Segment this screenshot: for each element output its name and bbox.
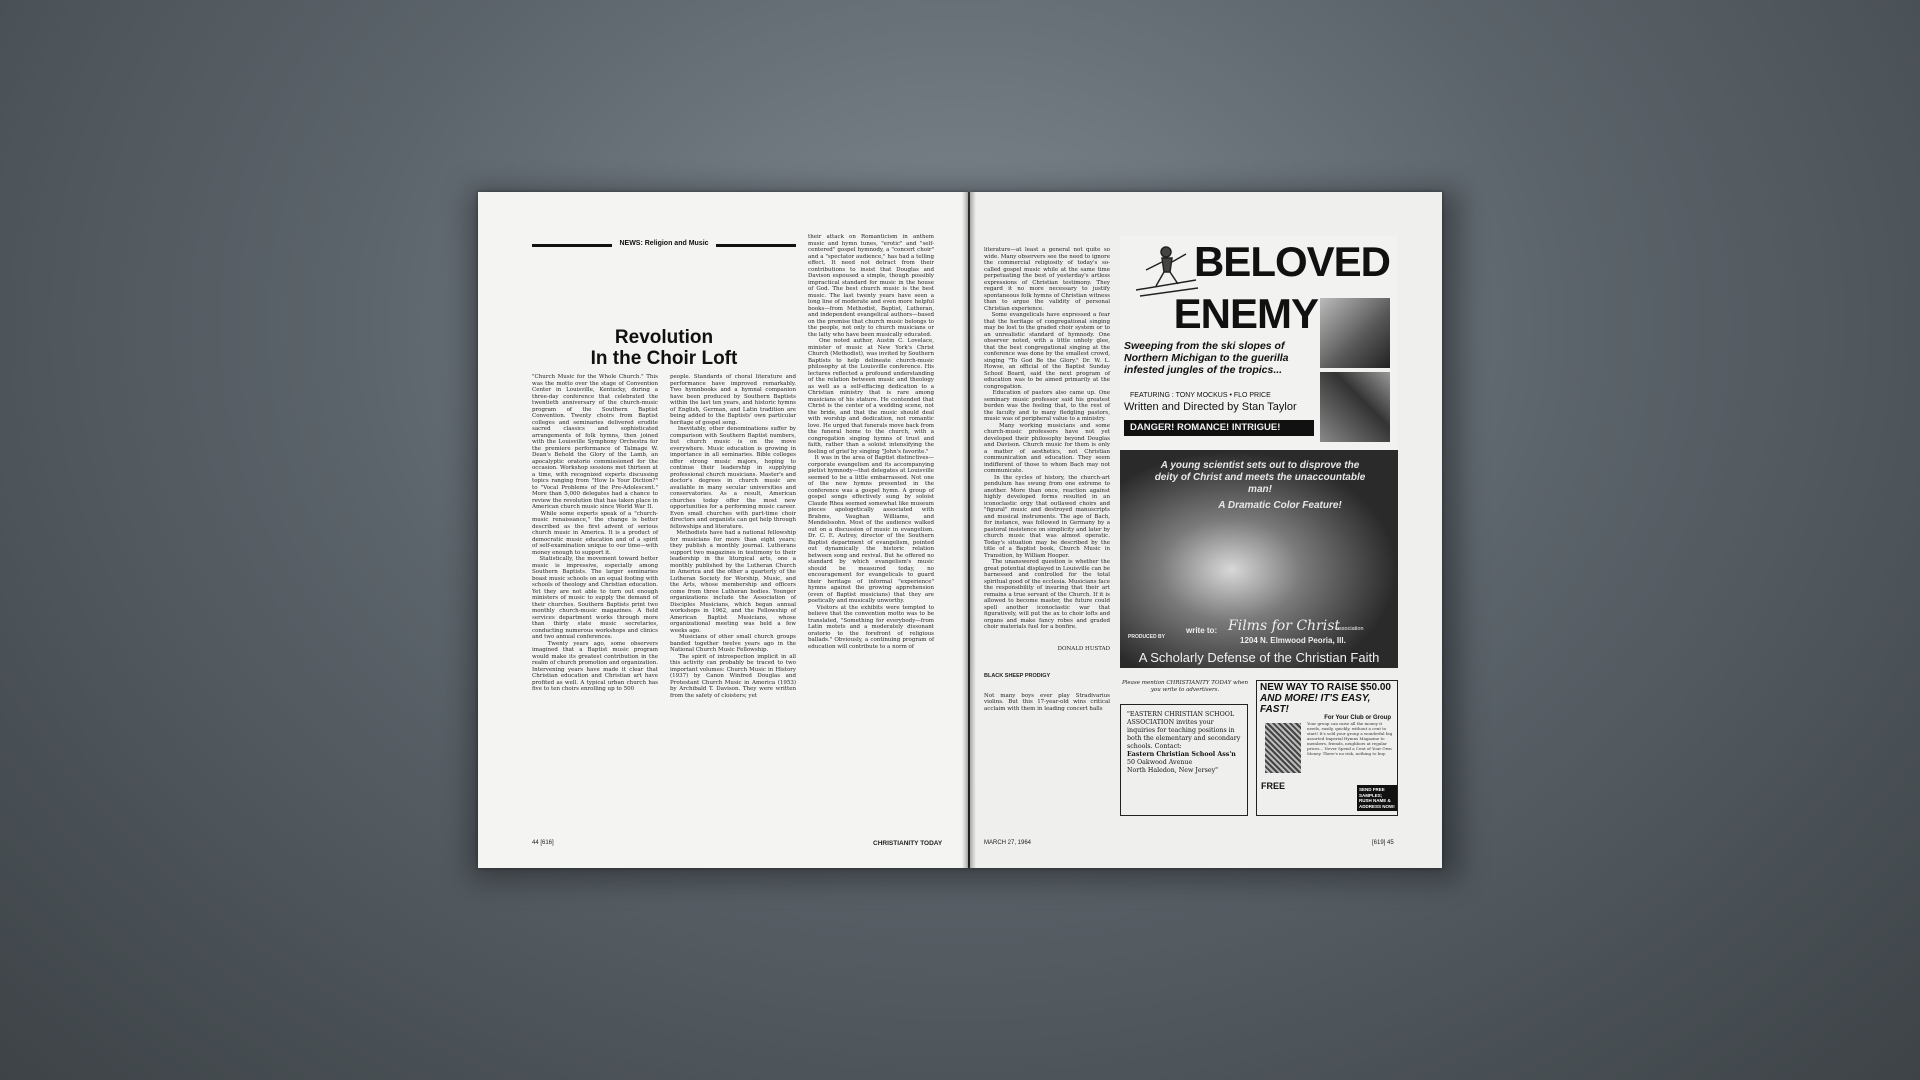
advertiser-mention: Please mention CHRISTIANITY TODAY when you write to advertisers.: [1121, 680, 1249, 693]
ad-photo-couple: [1320, 298, 1390, 368]
title-line-1: Revolution: [614, 327, 714, 348]
raise-send-box: SEND FREE SAMPLES; RUSH NAME & ADDRESS NOW!: [1357, 785, 1397, 811]
page-number-left: 44 [616]: [532, 840, 554, 846]
raise-subhead: For Your Club or Group: [1324, 715, 1391, 721]
ad-tagline: Sweeping from the ski slopes of Northern Michigan to the guerilla infested jungles of the tropics...: [1124, 340, 1289, 376]
raise-product-image: [1265, 723, 1301, 773]
ad-director: Written and Directed by Stan Taylor: [1124, 401, 1297, 413]
ad-headline-enemy: ENEMY: [1173, 290, 1318, 337]
eca-name: Eastern Christian School Ass'n: [1127, 751, 1236, 758]
article-column-1: "Church Music for the Whole Church." This was the motto over the stage of Convention Center in Louisville, Kentucky, during a three-day conference that celebrated the twentieth anniversary of the church-music program of the Southern Baptist Convention. Twenty choirs from Baptist colleges and seminaries delivered erudite sacred classics and sophisticated arrangements of folk hymns, then joined with the Louisville Symphony Orchestra for the premiere performance of Talmage W. Dean's Behold the Glory of the Lamb, an apocalyptic oratorio commissioned for the occasion. Workshop sessions met thirteen at a time, with recognized experts discussing topics ranging from "How Is Your Diction?" to "Vocal Problems of the Pre-Adolescent." More than 5,000 delegates had a chance to review the revolution that has taken place in American church music since World War II. While some experts speak of a "church-music renaissance," the change is better described as the first advent of serious church music in America. It is a product of democratic music education and of a spirit of self-examination unique to our time—with money enough to support it. Statistically, the movement toward better music is impressive, especially among Southern Baptists. The larger seminaries boast music schools on an equal footing with schools of theology and Christian education. Yet they are not able to turn out enough ministers of music to supply the demand of their churches. Southern Baptists print two monthly church-music magazines. A field services department works through more than thirty state music secretaries, conducting numerous workshops and clinics and two annual conferences. Twenty years ago, some observers imagined that a Baptist music program would make its greatest contribution in the realm of church promotion and organization. Intervening years have made it clear that Christian education and Christian art have profited as well. A typical urban church has five to ten choirs enrolling up to 500: [532, 374, 659, 692]
raise-headline-2: AND MORE! IT'S EASY, FAST!: [1260, 693, 1371, 715]
ad-headline-beloved: BELOVED: [1193, 238, 1390, 285]
section-label: NEWS: Religion and Music: [619, 240, 709, 247]
ad-featuring: FEATURING : TONY MOCKUS • FLO PRICE: [1130, 392, 1271, 399]
eca-city: North Haledon, New Jersey": [1127, 767, 1219, 774]
eastern-christian-ad: [1120, 704, 1248, 816]
left-page: [478, 192, 968, 868]
fundraising-ad: [1256, 680, 1398, 816]
ad-films-for-christ: Films for Christ: [1228, 618, 1341, 634]
article-column-2: people. Standards of choral literature and performance have improved remarkably. Two hymnbooks and a hymnal companion have been produced by Southern Baptists within the last ten years, and historic hymns of English, German, and Latin tradition are being added to the Baptists' own particular heritage of gospel song. Inevitably, other denominations suffer by comparison with Southern Baptist numbers, but church music is on the move everywhere. Music education is growing in importance in all seminaries. Bible colleges offer strong music majors, hoping to continue their leadership in supplying professional church musicians. Master's and doctor's degrees in church music are available in many secular universities and conservatories. As a result, American churches today offer the most new opportunities for a performing music career. Even small churches with part-time choir directors and organists can get help through fellowships and literature. Methodists have had a national fellowship for musicians for more than eight years; they publish a monthly journal. Lutherans support two magazines in testimony to their leadership in the liturgical arts, one a monthly published by the Lutheran Church in America and the other a quarterly of the Lutheran Society for Worship, Music, and the Arts, whose membership and officers come from three Lutheran bodies. Younger organizations include the Association of Disciples Musicians, which began annual workshops in 1962, and the Fellowship of American Baptist Musicians, whose organizational meeting was held a few weeks ago. Musicians of other small church groups banded together twelve years ago in the National Church Music Fellowship. The spirit of introspection implicit in all this activity can probably be traced to two important volumes: Church Music in History (1937) by Canon Winfred Douglas and Protestant Church Music in America (1953) by Archibald T. Davison. They were written from the safety of cloisters; yet: [670, 374, 797, 699]
ad-produced-by: PRODUCED BY: [1128, 634, 1165, 640]
right-page: [970, 192, 1442, 868]
raise-fine-print: Your group can raise all the money it needs, easily, quickly, without a cent to start! It's sold your group a wonderful big assorted Imperial Hymns Magazine to members, friends, neighbors at regular prices... Never Spend a Cent of Your Own Money. There's no risk, nothing to buy.: [1307, 721, 1393, 756]
section-header: [532, 240, 796, 252]
magazine-gutter: [962, 192, 976, 868]
title-line-2: In the Choir Loft: [590, 348, 738, 369]
ad-photo-scene: [1320, 372, 1390, 442]
header-rule-left: [532, 244, 612, 247]
article-column-3: their attack on Romanticism in anthem music and hymn tunes, "erotic" and "self-centered" gospel hymnody, a "concert choir" and a "spectator audience," has had a telling effect. It need not detract from their contributions to insist that Douglas and Davison espoused a simple, though possibly impractical standard for music in the house of God. The best church music is the best music. The last twenty years have seen a long line of moderate and even more helpful books—from Methodist, Baptist, Lutheran, and independent evangelical authors—based on the premise that church music belongs to the people, not only to church musicians or the laity who have been musically educated. One noted author, Austin C. Lovelace, minister of music at New York's Christ Church (Methodist), was invited by Southern Baptists to help delineate church-music philosophy at the Louisville conference. His lectures reflected a profound understanding of the relation between music and theology as well as a self-effacing dedication to a Christian ministry that is rare among musicians of his stature. He contended that Christ is the center of a wedding scene, not the bride, and that the music should deal with worship and dedication, not romantic love. He urged that funerals move back from the funeral home to the church, with a congregation singing hymns of trust and faith, rather than a soloist intensifying the feeling of grief by singing "John's favorite." It was in the area of Baptist distinctives—corporate evangelism and its accompanying pietist hymnody—that delegates at Louisville seemed to be a little embarrassed. Not one of the new hymns presented in the conference was a gospel hymn. A group of gospel songs effectively sung by soloist Claude Rhea seemed somewhat like museum pieces apologetically associated with Brahms, Vaughan Williams, and Mendelssohn. Most of the audience walked out on a discussion of music in evangelism. Dr. C. E. Autrey, director of the Southern Baptist department of evangelism, pointed out dynamically the historic relation between song and revival. But he offered no standard by which evangelism's music should be measured today, no encouragement for evangelicals to guard their heritage of informal "experience" hymns against the growing apprehension (even of Baptist musicians) that they are poetically and musically unworthy. Visitors at the exhibits were tempted to believe that the convention motto was to be translated, "Something for everybody—from Latin motets and a moderately dissonant oratorio to the forefront of religious ballads." Obviously, a continuing program of education will contribute to a norm of: [808, 234, 935, 650]
ad-address: 1204 N. Elmwood Peoria, Ill.: [1240, 636, 1346, 645]
film-advertisement: [1120, 236, 1398, 668]
article-title: [532, 327, 796, 369]
ad-danger-banner: DANGER! ROMANCE! INTRIGUE!: [1124, 420, 1314, 436]
column-4-text: literature—at least a general not quite so wide. Many observers see the need to ignore the commercial religiosity of today's so-called gospel music while at the same time perpetuating the best of yesterday's artless expressions of Christian testimony. They regard it no more necessary to justify spontaneous folk hymns of Christian witness than to argue the validity of personal Christian experience. Some evangelicals have expressed a fear that the heritage of congregational singing may be lost to the graded choir system or to an unrealistic standard of hymnody. One observer noted, with a little unholy glee, that the best congregational singing at the conference was done by the smallest crowd, singing "To God Be the Glory." Dr. W. L. Howse, an official of the Baptist Sunday School Board, said the next program of education was to be aimed primarily at the congregation. Education of pastors also came up. One seminary music professor said his greatest burden was the feeling that, to the rest of the faculty and to many fledgling pastors, music was of peripheral value to a ministry. Many working musicians and some church-music professors have not yet developed their philosophy beyond Douglas and Davison. Church music for them is only a matter of aesthetics, not Christian communication and education. They seem indifferent of those to whom Bach may not communicate. In the cycles of history, the church-art pendulum has swung from one extreme to another. More than once, reaction against highly developed forms resulted in an iconoclastic orgy that outlawed choirs and "figural" music and destroyed manuscripts and musical instruments. The age of Bach, for instance, was followed in Germany by a pastoral insistence on simplicity and later by church music that was almost operatic. Today's situation may be described by the title of a Baptist book, Church Music in Transition, by William Hooper. The unanswered question is whether the great potential displayed in Louisville can be harnessed and controlled for the total spiritual good of the ecclesia. Musicians face the responsibility of insuring that their art remains a true servant of the Church. If it is allowed to become master, the future could spell another iconoclastic war that figuratively, will put the ax to choir lofts and organs and make fancy robes and graded choir materials fuel for a bonfire.: [984, 247, 1111, 630]
raise-headline: NEW WAY TO RAISE $50.00: [1260, 682, 1391, 693]
eca-street: 50 Oakwood Avenue: [1127, 759, 1193, 766]
ad-feature-line: A Dramatic Color Feature!: [1218, 500, 1342, 511]
subhead-black-sheep: BLACK SHEEP PRODIGY: [984, 673, 1051, 679]
magazine-name: CHRISTIANITY TODAY: [873, 840, 943, 847]
raise-free-label: FREE: [1261, 781, 1286, 791]
header-rule-right: [716, 244, 796, 247]
article-column-4: [984, 234, 1110, 812]
eca-text: "EASTERN CHRISTIAN SCHOOL ASSOCIATION invites your inquiries for teaching positions in both the elementary and secondary schools. Contact:: [1127, 711, 1241, 750]
page-number-right: [619] 45: [1372, 840, 1394, 846]
issue-date: MARCH 27, 1964: [984, 840, 1032, 846]
column-4b-text: Not many boys ever play Stradivarius violins. But this 17-year-old wins critical acclaim with them in leading concert halls: [984, 692, 1112, 712]
ad-write-to: write to:: [1186, 626, 1218, 635]
ad-blurb: A young scientist sets out to disprove the deity of Christ and meets the unaccountable man!: [1154, 460, 1366, 495]
ad-association: association: [1336, 626, 1364, 632]
author-signature: DONALD HUSTAD: [1057, 645, 1110, 652]
ad-scholarly-defense: A Scholarly Defense of the Christian Faith: [1138, 650, 1380, 665]
